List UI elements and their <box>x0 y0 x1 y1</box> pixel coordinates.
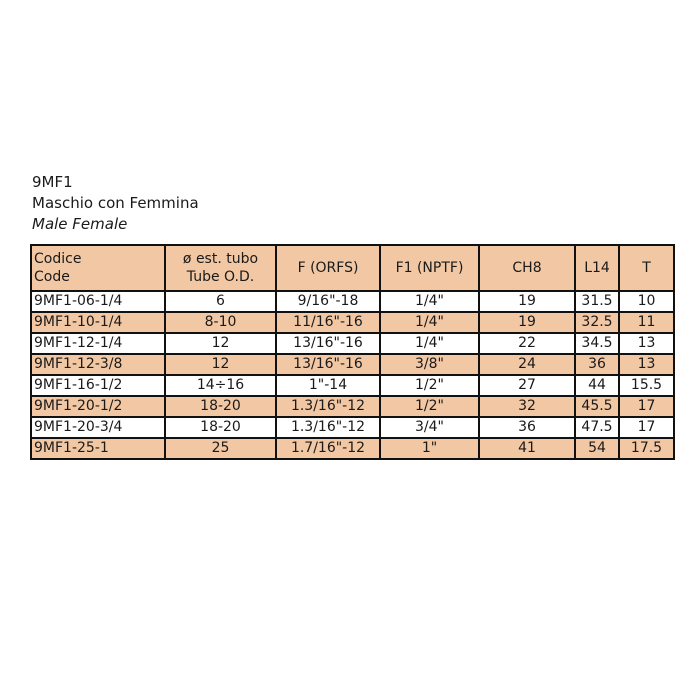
cell-ch8: 36 <box>479 417 575 438</box>
cell-l14: 44 <box>575 375 619 396</box>
cell-ch8: 22 <box>479 333 575 354</box>
cell-tube-od: 14÷16 <box>165 375 276 396</box>
product-heading <box>32 172 199 235</box>
cell-t: 15.5 <box>619 375 674 396</box>
table-row <box>31 312 674 333</box>
cell-f1-nptf: 3/4" <box>380 417 479 438</box>
table-row <box>31 375 674 396</box>
cell-code: 9MF1-20-3/4 <box>31 417 165 438</box>
cell-f-orfs: 13/16"-16 <box>276 354 380 375</box>
cell-ch8: 27 <box>479 375 575 396</box>
spec-table-body <box>31 291 674 459</box>
header-ch8: CH8 <box>479 245 575 291</box>
table-row <box>31 291 674 312</box>
cell-code: 9MF1-10-1/4 <box>31 312 165 333</box>
header-t: T <box>619 245 674 291</box>
cell-code: 9MF1-20-1/2 <box>31 396 165 417</box>
cell-f1-nptf: 1/4" <box>380 333 479 354</box>
cell-ch8: 41 <box>479 438 575 459</box>
table-row <box>31 438 674 459</box>
header-f1-nptf: F1 (NPTF) <box>380 245 479 291</box>
header-code <box>31 245 165 291</box>
cell-f-orfs: 1.3/16"-12 <box>276 417 380 438</box>
product-title-italian: Maschio con Femmina <box>32 194 199 212</box>
cell-tube-od: 6 <box>165 291 276 312</box>
cell-code: 9MF1-06-1/4 <box>31 291 165 312</box>
cell-code: 9MF1-16-1/2 <box>31 375 165 396</box>
header-f-orfs: F (ORFS) <box>276 245 380 291</box>
cell-tube-od: 12 <box>165 354 276 375</box>
table-row <box>31 396 674 417</box>
header-row <box>31 245 674 291</box>
header-tube-od-en: Tube O.D. <box>186 269 255 285</box>
cell-f1-nptf: 1" <box>380 438 479 459</box>
cell-l14: 54 <box>575 438 619 459</box>
cell-f-orfs: 13/16"-16 <box>276 333 380 354</box>
header-tube-od-it: ø est. tubo <box>182 251 259 267</box>
cell-f1-nptf: 1/4" <box>380 312 479 333</box>
cell-f-orfs: 1"-14 <box>276 375 380 396</box>
header-code-it: Codice <box>34 251 82 267</box>
cell-f1-nptf: 1/2" <box>380 396 479 417</box>
cell-t: 13 <box>619 333 674 354</box>
cell-f-orfs: 11/16"-16 <box>276 312 380 333</box>
cell-f-orfs: 9/16"-18 <box>276 291 380 312</box>
cell-tube-od: 25 <box>165 438 276 459</box>
cell-f-orfs: 1.7/16"-12 <box>276 438 380 459</box>
cell-code: 9MF1-25-1 <box>31 438 165 459</box>
cell-l14: 47.5 <box>575 417 619 438</box>
cell-f-orfs: 1.3/16"-12 <box>276 396 380 417</box>
cell-l14: 34.5 <box>575 333 619 354</box>
table-row <box>31 333 674 354</box>
cell-t: 17 <box>619 417 674 438</box>
cell-f1-nptf: 1/2" <box>380 375 479 396</box>
cell-tube-od: 8-10 <box>165 312 276 333</box>
cell-code: 9MF1-12-1/4 <box>31 333 165 354</box>
cell-tube-od: 12 <box>165 333 276 354</box>
header-code-en: Code <box>34 269 70 285</box>
cell-tube-od: 18-20 <box>165 396 276 417</box>
cell-t: 17.5 <box>619 438 674 459</box>
cell-ch8: 19 <box>479 291 575 312</box>
cell-f1-nptf: 3/8" <box>380 354 479 375</box>
cell-l14: 45.5 <box>575 396 619 417</box>
header-tube-od <box>165 245 276 291</box>
cell-ch8: 19 <box>479 312 575 333</box>
cell-ch8: 24 <box>479 354 575 375</box>
cell-l14: 32.5 <box>575 312 619 333</box>
cell-t: 11 <box>619 312 674 333</box>
spec-table <box>30 244 675 460</box>
cell-f1-nptf: 1/4" <box>380 291 479 312</box>
cell-t: 10 <box>619 291 674 312</box>
product-title-english: Male Female <box>32 215 128 233</box>
cell-tube-od: 18-20 <box>165 417 276 438</box>
cell-l14: 31.5 <box>575 291 619 312</box>
cell-t: 17 <box>619 396 674 417</box>
table-row <box>31 417 674 438</box>
cell-l14: 36 <box>575 354 619 375</box>
table-row <box>31 354 674 375</box>
header-l14: L14 <box>575 245 619 291</box>
product-code: 9MF1 <box>32 173 73 191</box>
cell-t: 13 <box>619 354 674 375</box>
spec-table-header <box>31 245 674 291</box>
cell-ch8: 32 <box>479 396 575 417</box>
cell-code: 9MF1-12-3/8 <box>31 354 165 375</box>
